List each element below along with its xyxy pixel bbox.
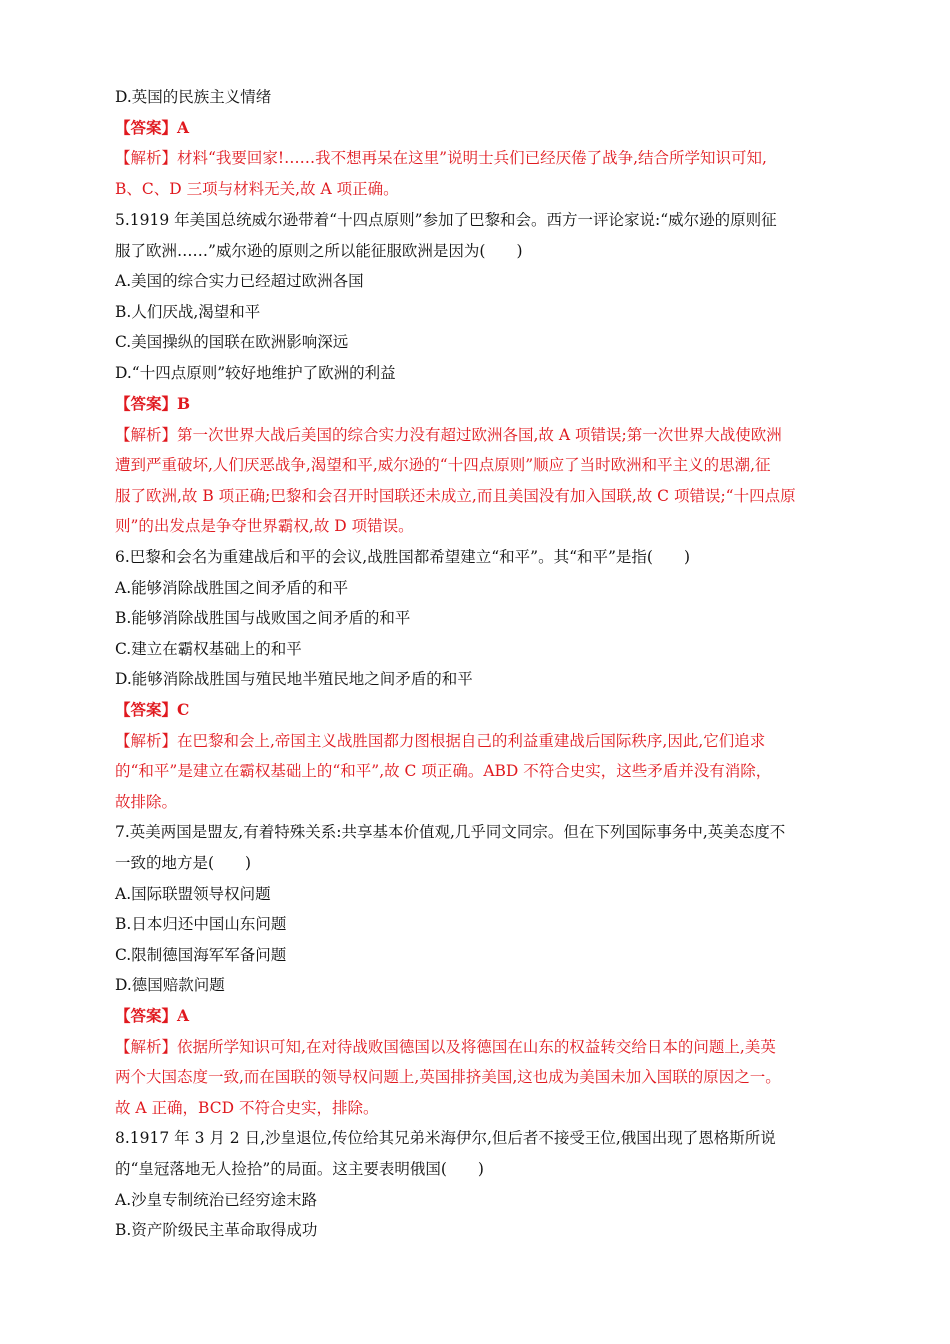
option-line: D.“十四点原则”较好地维护了欧洲的利益 [115, 364, 396, 382]
option-line: B.人们厌战,渴望和平 [115, 303, 261, 321]
analysis-line: 服了欧洲,故 B 项正确;巴黎和会召开时国联还未成立,而且美国没有加入国联,故 C 项错误;“十四点原 [115, 487, 796, 505]
question-line: 8.1917 年 3 月 2 日,沙皇退位,传位给其兄弟米海伊尔,但后者不接受王位,俄国出现了恩格斯所说 [115, 1129, 776, 1147]
option-line: A.沙皇专制统治已经穷途末路 [115, 1191, 318, 1209]
question-line: 服了欧洲……”威尔逊的原则之所以能征服欧洲是因为( ) [115, 242, 523, 260]
option-line: D.德国赔款问题 [115, 976, 225, 994]
question-line: 的“皇冠落地无人捡拾”的局面。这主要表明俄国( ) [115, 1160, 484, 1178]
option-line: C.建立在霸权基础上的和平 [115, 640, 302, 658]
option-line: C.限制德国海军军备问题 [115, 946, 287, 964]
question-line: 7.英美两国是盟友,有着特殊关系:共享基本价值观,几乎同文同宗。但在下列国际事务中,英美态度不 [115, 823, 786, 841]
analysis-line: 则”的出发点是争夺世界霸权,故 D 项错误。 [115, 517, 414, 535]
option-line: A.国际联盟领导权问题 [115, 885, 271, 903]
analysis-line: 两个大国态度一致,而在国联的领导权问题上,英国排挤美国,这也成为美国未加入国联的原因之一。 [115, 1068, 781, 1086]
option-line: A.美国的综合实力已经超过欧洲各国 [115, 272, 364, 290]
answer-line: 【答案】A [115, 118, 190, 137]
answer-line: 【答案】A [115, 1006, 190, 1025]
analysis-line: 遭到严重破坏,人们厌恶战争,渴望和平,威尔逊的“十四点原则”顺应了当时欧洲和平主义的思潮,征 [115, 456, 771, 474]
option-line: B.日本归还中国山东问题 [115, 915, 287, 933]
option-line: B.资产阶级民主革命取得成功 [115, 1221, 318, 1239]
answer-line: 【答案】B [115, 394, 191, 413]
analysis-line: 故排除。 [115, 793, 178, 811]
option-line: C.美国操纵的国联在欧洲影响深远 [115, 333, 349, 351]
answer-line: 【答案】C [115, 700, 190, 719]
question-line: 6.巴黎和会名为重建战后和平的会议,战胜国都希望建立“和平”。其“和平”是指( ) [115, 548, 691, 566]
question-line: 一致的地方是( ) [115, 854, 252, 872]
analysis-line: 【解析】在巴黎和会上,帝国主义战胜国都力图根据自己的利益重建战后国际秩序,因此,它们追求 [115, 732, 766, 750]
analysis-line: 的“和平”是建立在霸权基础上的“和平”,故 C 项正确。ABD 不符合史实，这些矛盾并没有消除， [115, 762, 772, 780]
analysis-line: 故 A 正确，BCD 不符合史实，排除。 [115, 1099, 379, 1117]
option-line: A.能够消除战胜国之间矛盾的和平 [115, 579, 349, 597]
option-line: D.能够消除战胜国与殖民地半殖民地之间矛盾的和平 [115, 670, 473, 688]
option-line: B.能够消除战胜国与战败国之间矛盾的和平 [115, 609, 411, 627]
analysis-line: 【解析】依据所学知识可知,在对待战败国德国以及将德国在山东的权益转交给日本的问题上,美英 [115, 1038, 776, 1056]
analysis-line: 【解析】第一次世界大战后美国的综合实力没有超过欧洲各国,故 A 项错误;第一次世界大战使欧洲 [115, 426, 782, 444]
option-line: D.英国的民族主义情绪 [115, 88, 272, 106]
analysis-line: B、C、D 三项与材料无关,故 A 项正确。 [115, 180, 399, 198]
analysis-line: 【解析】材料“我要回家!……我不想再呆在这里”说明士兵们已经厌倦了战争,结合所学知识可知, [115, 149, 767, 167]
question-line: 5.1919 年美国总统威尔逊带着“十四点原则”参加了巴黎和会。西方一评论家说:“威尔逊的原则征 [115, 211, 777, 229]
